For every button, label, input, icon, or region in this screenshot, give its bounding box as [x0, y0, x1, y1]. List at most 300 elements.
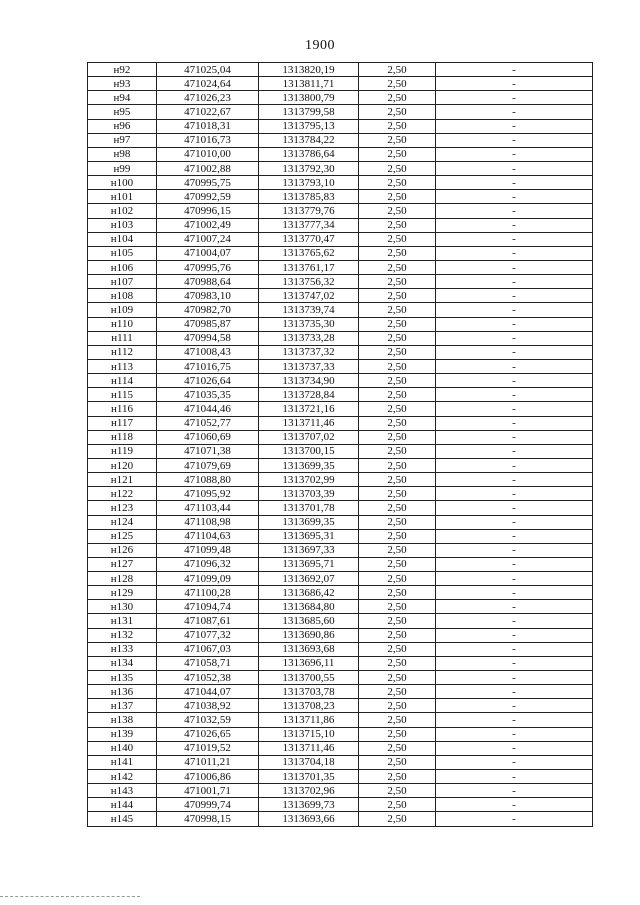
point-id-cell: н109 [88, 303, 157, 317]
table-row [88, 642, 593, 656]
y-coordinate-cell: 1313811,71 [259, 77, 359, 91]
accuracy-value-cell: 2,50 [359, 91, 436, 105]
point-id-cell: н143 [88, 784, 157, 798]
point-id-cell: н121 [88, 473, 157, 487]
accuracy-value-cell: 2,50 [359, 741, 436, 755]
x-coordinate-cell: 471001,71 [157, 784, 259, 798]
y-coordinate-cell: 1313703,78 [259, 685, 359, 699]
note-cell: - [436, 275, 593, 289]
y-coordinate-cell: 1313702,96 [259, 784, 359, 798]
table-row [88, 176, 593, 190]
accuracy-value-cell: 2,50 [359, 161, 436, 175]
accuracy-value-cell: 2,50 [359, 289, 436, 303]
point-id-cell: н115 [88, 388, 157, 402]
note-cell: - [436, 770, 593, 784]
y-coordinate-cell: 1313733,28 [259, 331, 359, 345]
point-id-cell: н141 [88, 755, 157, 769]
x-coordinate-cell: 471060,69 [157, 430, 259, 444]
note-cell: - [436, 190, 593, 204]
note-cell: - [436, 161, 593, 175]
table-row [88, 331, 593, 345]
y-coordinate-cell: 1313708,23 [259, 699, 359, 713]
x-coordinate-cell: 471026,23 [157, 91, 259, 105]
table-row [88, 430, 593, 444]
point-id-cell: н140 [88, 741, 157, 755]
x-coordinate-cell: 471095,92 [157, 487, 259, 501]
x-coordinate-cell: 471004,07 [157, 246, 259, 260]
accuracy-value-cell: 2,50 [359, 699, 436, 713]
table-row [88, 190, 593, 204]
accuracy-value-cell: 2,50 [359, 204, 436, 218]
point-id-cell: н142 [88, 770, 157, 784]
note-cell: - [436, 147, 593, 161]
x-coordinate-cell: 470999,74 [157, 798, 259, 812]
accuracy-value-cell: 2,50 [359, 345, 436, 359]
note-cell: - [436, 642, 593, 656]
table-row [88, 161, 593, 175]
point-id-cell: н119 [88, 444, 157, 458]
table-row [88, 444, 593, 458]
x-coordinate-cell: 471088,80 [157, 473, 259, 487]
table-row [88, 374, 593, 388]
accuracy-value-cell: 2,50 [359, 784, 436, 798]
x-coordinate-cell: 471096,32 [157, 557, 259, 571]
accuracy-value-cell: 2,50 [359, 444, 436, 458]
note-cell: - [436, 727, 593, 741]
y-coordinate-cell: 1313777,34 [259, 218, 359, 232]
point-id-cell: н120 [88, 458, 157, 472]
x-coordinate-cell: 471067,03 [157, 642, 259, 656]
x-coordinate-cell: 470992,59 [157, 190, 259, 204]
point-id-cell: н131 [88, 614, 157, 628]
point-id-cell: н100 [88, 176, 157, 190]
table-row [88, 317, 593, 331]
point-id-cell: н111 [88, 331, 157, 345]
note-cell: - [436, 317, 593, 331]
y-coordinate-cell: 1313704,18 [259, 755, 359, 769]
note-cell: - [436, 260, 593, 274]
x-coordinate-cell: 471058,71 [157, 656, 259, 670]
accuracy-value-cell: 2,50 [359, 600, 436, 614]
y-coordinate-cell: 1313793,10 [259, 176, 359, 190]
note-cell: - [436, 359, 593, 373]
x-coordinate-cell: 471011,21 [157, 755, 259, 769]
table-row [88, 147, 593, 161]
point-id-cell: н138 [88, 713, 157, 727]
point-id-cell: н126 [88, 543, 157, 557]
note-cell: - [436, 416, 593, 430]
table-row [88, 133, 593, 147]
table-row [88, 671, 593, 685]
note-cell: - [436, 557, 593, 571]
table-row [88, 741, 593, 755]
x-coordinate-cell: 471044,07 [157, 685, 259, 699]
point-id-cell: н113 [88, 359, 157, 373]
note-cell: - [436, 614, 593, 628]
y-coordinate-cell: 1313735,30 [259, 317, 359, 331]
accuracy-value-cell: 2,50 [359, 614, 436, 628]
table-row [88, 218, 593, 232]
point-id-cell: н116 [88, 402, 157, 416]
table-row [88, 727, 593, 741]
y-coordinate-cell: 1313684,80 [259, 600, 359, 614]
table-row [88, 260, 593, 274]
note-cell: - [436, 501, 593, 515]
x-coordinate-cell: 471071,38 [157, 444, 259, 458]
point-id-cell: н112 [88, 345, 157, 359]
table-row [88, 515, 593, 529]
x-coordinate-cell: 470998,15 [157, 812, 259, 826]
x-coordinate-cell: 471052,38 [157, 671, 259, 685]
y-coordinate-cell: 1313784,22 [259, 133, 359, 147]
table-row [88, 600, 593, 614]
point-id-cell: н127 [88, 557, 157, 571]
note-cell: - [436, 458, 593, 472]
note-cell: - [436, 105, 593, 119]
x-coordinate-cell: 471103,44 [157, 501, 259, 515]
y-coordinate-cell: 1313792,30 [259, 161, 359, 175]
y-coordinate-cell: 1313770,47 [259, 232, 359, 246]
x-coordinate-cell: 471104,63 [157, 529, 259, 543]
note-cell: - [436, 63, 593, 77]
note-cell: - [436, 741, 593, 755]
accuracy-value-cell: 2,50 [359, 727, 436, 741]
accuracy-value-cell: 2,50 [359, 656, 436, 670]
point-id-cell: н103 [88, 218, 157, 232]
x-coordinate-cell: 471100,28 [157, 586, 259, 600]
table-row [88, 543, 593, 557]
note-cell: - [436, 388, 593, 402]
y-coordinate-cell: 1313756,32 [259, 275, 359, 289]
note-cell: - [436, 699, 593, 713]
point-id-cell: н96 [88, 119, 157, 133]
note-cell: - [436, 133, 593, 147]
x-coordinate-cell: 470982,70 [157, 303, 259, 317]
x-coordinate-cell: 471002,49 [157, 218, 259, 232]
table-row [88, 614, 593, 628]
accuracy-value-cell: 2,50 [359, 119, 436, 133]
point-id-cell: н94 [88, 91, 157, 105]
x-coordinate-cell: 470983,10 [157, 289, 259, 303]
table-row [88, 798, 593, 812]
x-coordinate-cell: 471026,65 [157, 727, 259, 741]
accuracy-value-cell: 2,50 [359, 685, 436, 699]
y-coordinate-cell: 1313800,79 [259, 91, 359, 105]
note-cell: - [436, 345, 593, 359]
table-row [88, 656, 593, 670]
note-cell: - [436, 176, 593, 190]
table-row [88, 289, 593, 303]
note-cell: - [436, 204, 593, 218]
accuracy-value-cell: 2,50 [359, 572, 436, 586]
point-id-cell: н129 [88, 586, 157, 600]
point-id-cell: н101 [88, 190, 157, 204]
accuracy-value-cell: 2,50 [359, 473, 436, 487]
y-coordinate-cell: 1313728,84 [259, 388, 359, 402]
accuracy-value-cell: 2,50 [359, 458, 436, 472]
y-coordinate-cell: 1313721,16 [259, 402, 359, 416]
table-row [88, 91, 593, 105]
accuracy-value-cell: 2,50 [359, 642, 436, 656]
point-id-cell: н92 [88, 63, 157, 77]
x-coordinate-cell: 470994,58 [157, 331, 259, 345]
x-coordinate-cell: 471099,09 [157, 572, 259, 586]
note-cell: - [436, 119, 593, 133]
x-coordinate-cell: 471010,00 [157, 147, 259, 161]
accuracy-value-cell: 2,50 [359, 147, 436, 161]
x-coordinate-cell: 470995,75 [157, 176, 259, 190]
y-coordinate-cell: 1313695,71 [259, 557, 359, 571]
y-coordinate-cell: 1313693,68 [259, 642, 359, 656]
y-coordinate-cell: 1313690,86 [259, 628, 359, 642]
note-cell: - [436, 444, 593, 458]
accuracy-value-cell: 2,50 [359, 543, 436, 557]
accuracy-value-cell: 2,50 [359, 430, 436, 444]
x-coordinate-cell: 471006,86 [157, 770, 259, 784]
point-id-cell: н124 [88, 515, 157, 529]
note-cell: - [436, 303, 593, 317]
note-cell: - [436, 529, 593, 543]
accuracy-value-cell: 2,50 [359, 246, 436, 260]
point-id-cell: н136 [88, 685, 157, 699]
table-row [88, 63, 593, 77]
accuracy-value-cell: 2,50 [359, 303, 436, 317]
point-id-cell: н114 [88, 374, 157, 388]
accuracy-value-cell: 2,50 [359, 812, 436, 826]
accuracy-value-cell: 2,50 [359, 260, 436, 274]
note-cell: - [436, 543, 593, 557]
table-row [88, 501, 593, 515]
point-id-cell: н95 [88, 105, 157, 119]
y-coordinate-cell: 1313707,02 [259, 430, 359, 444]
accuracy-value-cell: 2,50 [359, 628, 436, 642]
note-cell: - [436, 374, 593, 388]
point-id-cell: н108 [88, 289, 157, 303]
accuracy-value-cell: 2,50 [359, 133, 436, 147]
table-row [88, 77, 593, 91]
note-cell: - [436, 685, 593, 699]
x-coordinate-cell: 471038,92 [157, 699, 259, 713]
y-coordinate-cell: 1313820,19 [259, 63, 359, 77]
point-id-cell: н98 [88, 147, 157, 161]
accuracy-value-cell: 2,50 [359, 557, 436, 571]
accuracy-value-cell: 2,50 [359, 515, 436, 529]
point-id-cell: н139 [88, 727, 157, 741]
y-coordinate-cell: 1313685,60 [259, 614, 359, 628]
point-id-cell: н130 [88, 600, 157, 614]
note-cell: - [436, 402, 593, 416]
point-id-cell: н118 [88, 430, 157, 444]
table-row [88, 557, 593, 571]
accuracy-value-cell: 2,50 [359, 275, 436, 289]
note-cell: - [436, 487, 593, 501]
table-row [88, 487, 593, 501]
note-cell: - [436, 713, 593, 727]
table-row [88, 105, 593, 119]
y-coordinate-cell: 1313711,46 [259, 416, 359, 430]
note-cell: - [436, 246, 593, 260]
point-id-cell: н107 [88, 275, 157, 289]
table-row [88, 586, 593, 600]
page-number: 1900 [305, 38, 335, 53]
accuracy-value-cell: 2,50 [359, 487, 436, 501]
point-id-cell: н122 [88, 487, 157, 501]
table-row [88, 755, 593, 769]
note-cell: - [436, 628, 593, 642]
note-cell: - [436, 289, 593, 303]
y-coordinate-cell: 1313686,42 [259, 586, 359, 600]
note-cell: - [436, 812, 593, 826]
point-id-cell: н137 [88, 699, 157, 713]
point-id-cell: н104 [88, 232, 157, 246]
accuracy-value-cell: 2,50 [359, 402, 436, 416]
table-row [88, 345, 593, 359]
accuracy-value-cell: 2,50 [359, 388, 436, 402]
note-cell: - [436, 515, 593, 529]
accuracy-value-cell: 2,50 [359, 586, 436, 600]
accuracy-value-cell: 2,50 [359, 501, 436, 515]
x-coordinate-cell: 471024,64 [157, 77, 259, 91]
point-id-cell: н145 [88, 812, 157, 826]
table-row [88, 713, 593, 727]
note-cell: - [436, 784, 593, 798]
y-coordinate-cell: 1313695,31 [259, 529, 359, 543]
y-coordinate-cell: 1313761,17 [259, 260, 359, 274]
x-coordinate-cell: 471026,64 [157, 374, 259, 388]
y-coordinate-cell: 1313696,11 [259, 656, 359, 670]
scan-edge-mark [0, 896, 140, 897]
y-coordinate-cell: 1313701,35 [259, 770, 359, 784]
note-cell: - [436, 600, 593, 614]
y-coordinate-cell: 1313739,74 [259, 303, 359, 317]
x-coordinate-cell: 471016,73 [157, 133, 259, 147]
table-row [88, 685, 593, 699]
y-coordinate-cell: 1313701,78 [259, 501, 359, 515]
x-coordinate-cell: 471019,52 [157, 741, 259, 755]
note-cell: - [436, 656, 593, 670]
x-coordinate-cell: 471018,31 [157, 119, 259, 133]
accuracy-value-cell: 2,50 [359, 416, 436, 430]
point-id-cell: н99 [88, 161, 157, 175]
point-id-cell: н93 [88, 77, 157, 91]
table-row [88, 416, 593, 430]
coordinates-table [87, 62, 593, 827]
point-id-cell: н125 [88, 529, 157, 543]
y-coordinate-cell: 1313692,07 [259, 572, 359, 586]
table-row [88, 246, 593, 260]
y-coordinate-cell: 1313700,55 [259, 671, 359, 685]
y-coordinate-cell: 1313737,33 [259, 359, 359, 373]
note-cell: - [436, 331, 593, 345]
accuracy-value-cell: 2,50 [359, 770, 436, 784]
note-cell: - [436, 586, 593, 600]
point-id-cell: н105 [88, 246, 157, 260]
x-coordinate-cell: 471008,43 [157, 345, 259, 359]
accuracy-value-cell: 2,50 [359, 176, 436, 190]
table-row [88, 699, 593, 713]
y-coordinate-cell: 1313697,33 [259, 543, 359, 557]
point-id-cell: н102 [88, 204, 157, 218]
table-row [88, 119, 593, 133]
point-id-cell: н117 [88, 416, 157, 430]
y-coordinate-cell: 1313699,35 [259, 515, 359, 529]
x-coordinate-cell: 471016,75 [157, 359, 259, 373]
table-row [88, 770, 593, 784]
y-coordinate-cell: 1313702,99 [259, 473, 359, 487]
x-coordinate-cell: 471087,61 [157, 614, 259, 628]
point-id-cell: н128 [88, 572, 157, 586]
note-cell: - [436, 798, 593, 812]
y-coordinate-cell: 1313737,32 [259, 345, 359, 359]
table-row [88, 473, 593, 487]
note-cell: - [436, 572, 593, 586]
note-cell: - [436, 671, 593, 685]
y-coordinate-cell: 1313795,13 [259, 119, 359, 133]
table-row [88, 232, 593, 246]
point-id-cell: н106 [88, 260, 157, 274]
x-coordinate-cell: 471035,35 [157, 388, 259, 402]
accuracy-value-cell: 2,50 [359, 105, 436, 119]
x-coordinate-cell: 471002,88 [157, 161, 259, 175]
x-coordinate-cell: 471108,98 [157, 515, 259, 529]
accuracy-value-cell: 2,50 [359, 77, 436, 91]
x-coordinate-cell: 471052,77 [157, 416, 259, 430]
point-id-cell: н97 [88, 133, 157, 147]
y-coordinate-cell: 1313711,46 [259, 741, 359, 755]
note-cell: - [436, 218, 593, 232]
y-coordinate-cell: 1313711,86 [259, 713, 359, 727]
point-id-cell: н133 [88, 642, 157, 656]
table-row [88, 458, 593, 472]
x-coordinate-cell: 471079,69 [157, 458, 259, 472]
accuracy-value-cell: 2,50 [359, 374, 436, 388]
point-id-cell: н123 [88, 501, 157, 515]
x-coordinate-cell: 471032,59 [157, 713, 259, 727]
x-coordinate-cell: 470995,76 [157, 260, 259, 274]
x-coordinate-cell: 470996,15 [157, 204, 259, 218]
x-coordinate-cell: 471094,74 [157, 600, 259, 614]
accuracy-value-cell: 2,50 [359, 529, 436, 543]
x-coordinate-cell: 471044,46 [157, 402, 259, 416]
note-cell: - [436, 91, 593, 105]
accuracy-value-cell: 2,50 [359, 190, 436, 204]
table-row [88, 359, 593, 373]
accuracy-value-cell: 2,50 [359, 218, 436, 232]
y-coordinate-cell: 1313799,58 [259, 105, 359, 119]
x-coordinate-cell: 471025,04 [157, 63, 259, 77]
accuracy-value-cell: 2,50 [359, 798, 436, 812]
note-cell: - [436, 430, 593, 444]
point-id-cell: н135 [88, 671, 157, 685]
y-coordinate-cell: 1313785,83 [259, 190, 359, 204]
note-cell: - [436, 473, 593, 487]
x-coordinate-cell: 471099,48 [157, 543, 259, 557]
y-coordinate-cell: 1313747,02 [259, 289, 359, 303]
point-id-cell: н132 [88, 628, 157, 642]
table-row [88, 402, 593, 416]
note-cell: - [436, 232, 593, 246]
y-coordinate-cell: 1313700,15 [259, 444, 359, 458]
note-cell: - [436, 755, 593, 769]
point-id-cell: н110 [88, 317, 157, 331]
x-coordinate-cell: 471007,24 [157, 232, 259, 246]
y-coordinate-cell: 1313699,35 [259, 458, 359, 472]
y-coordinate-cell: 1313786,64 [259, 147, 359, 161]
y-coordinate-cell: 1313715,10 [259, 727, 359, 741]
y-coordinate-cell: 1313699,73 [259, 798, 359, 812]
accuracy-value-cell: 2,50 [359, 232, 436, 246]
x-coordinate-cell: 471077,32 [157, 628, 259, 642]
